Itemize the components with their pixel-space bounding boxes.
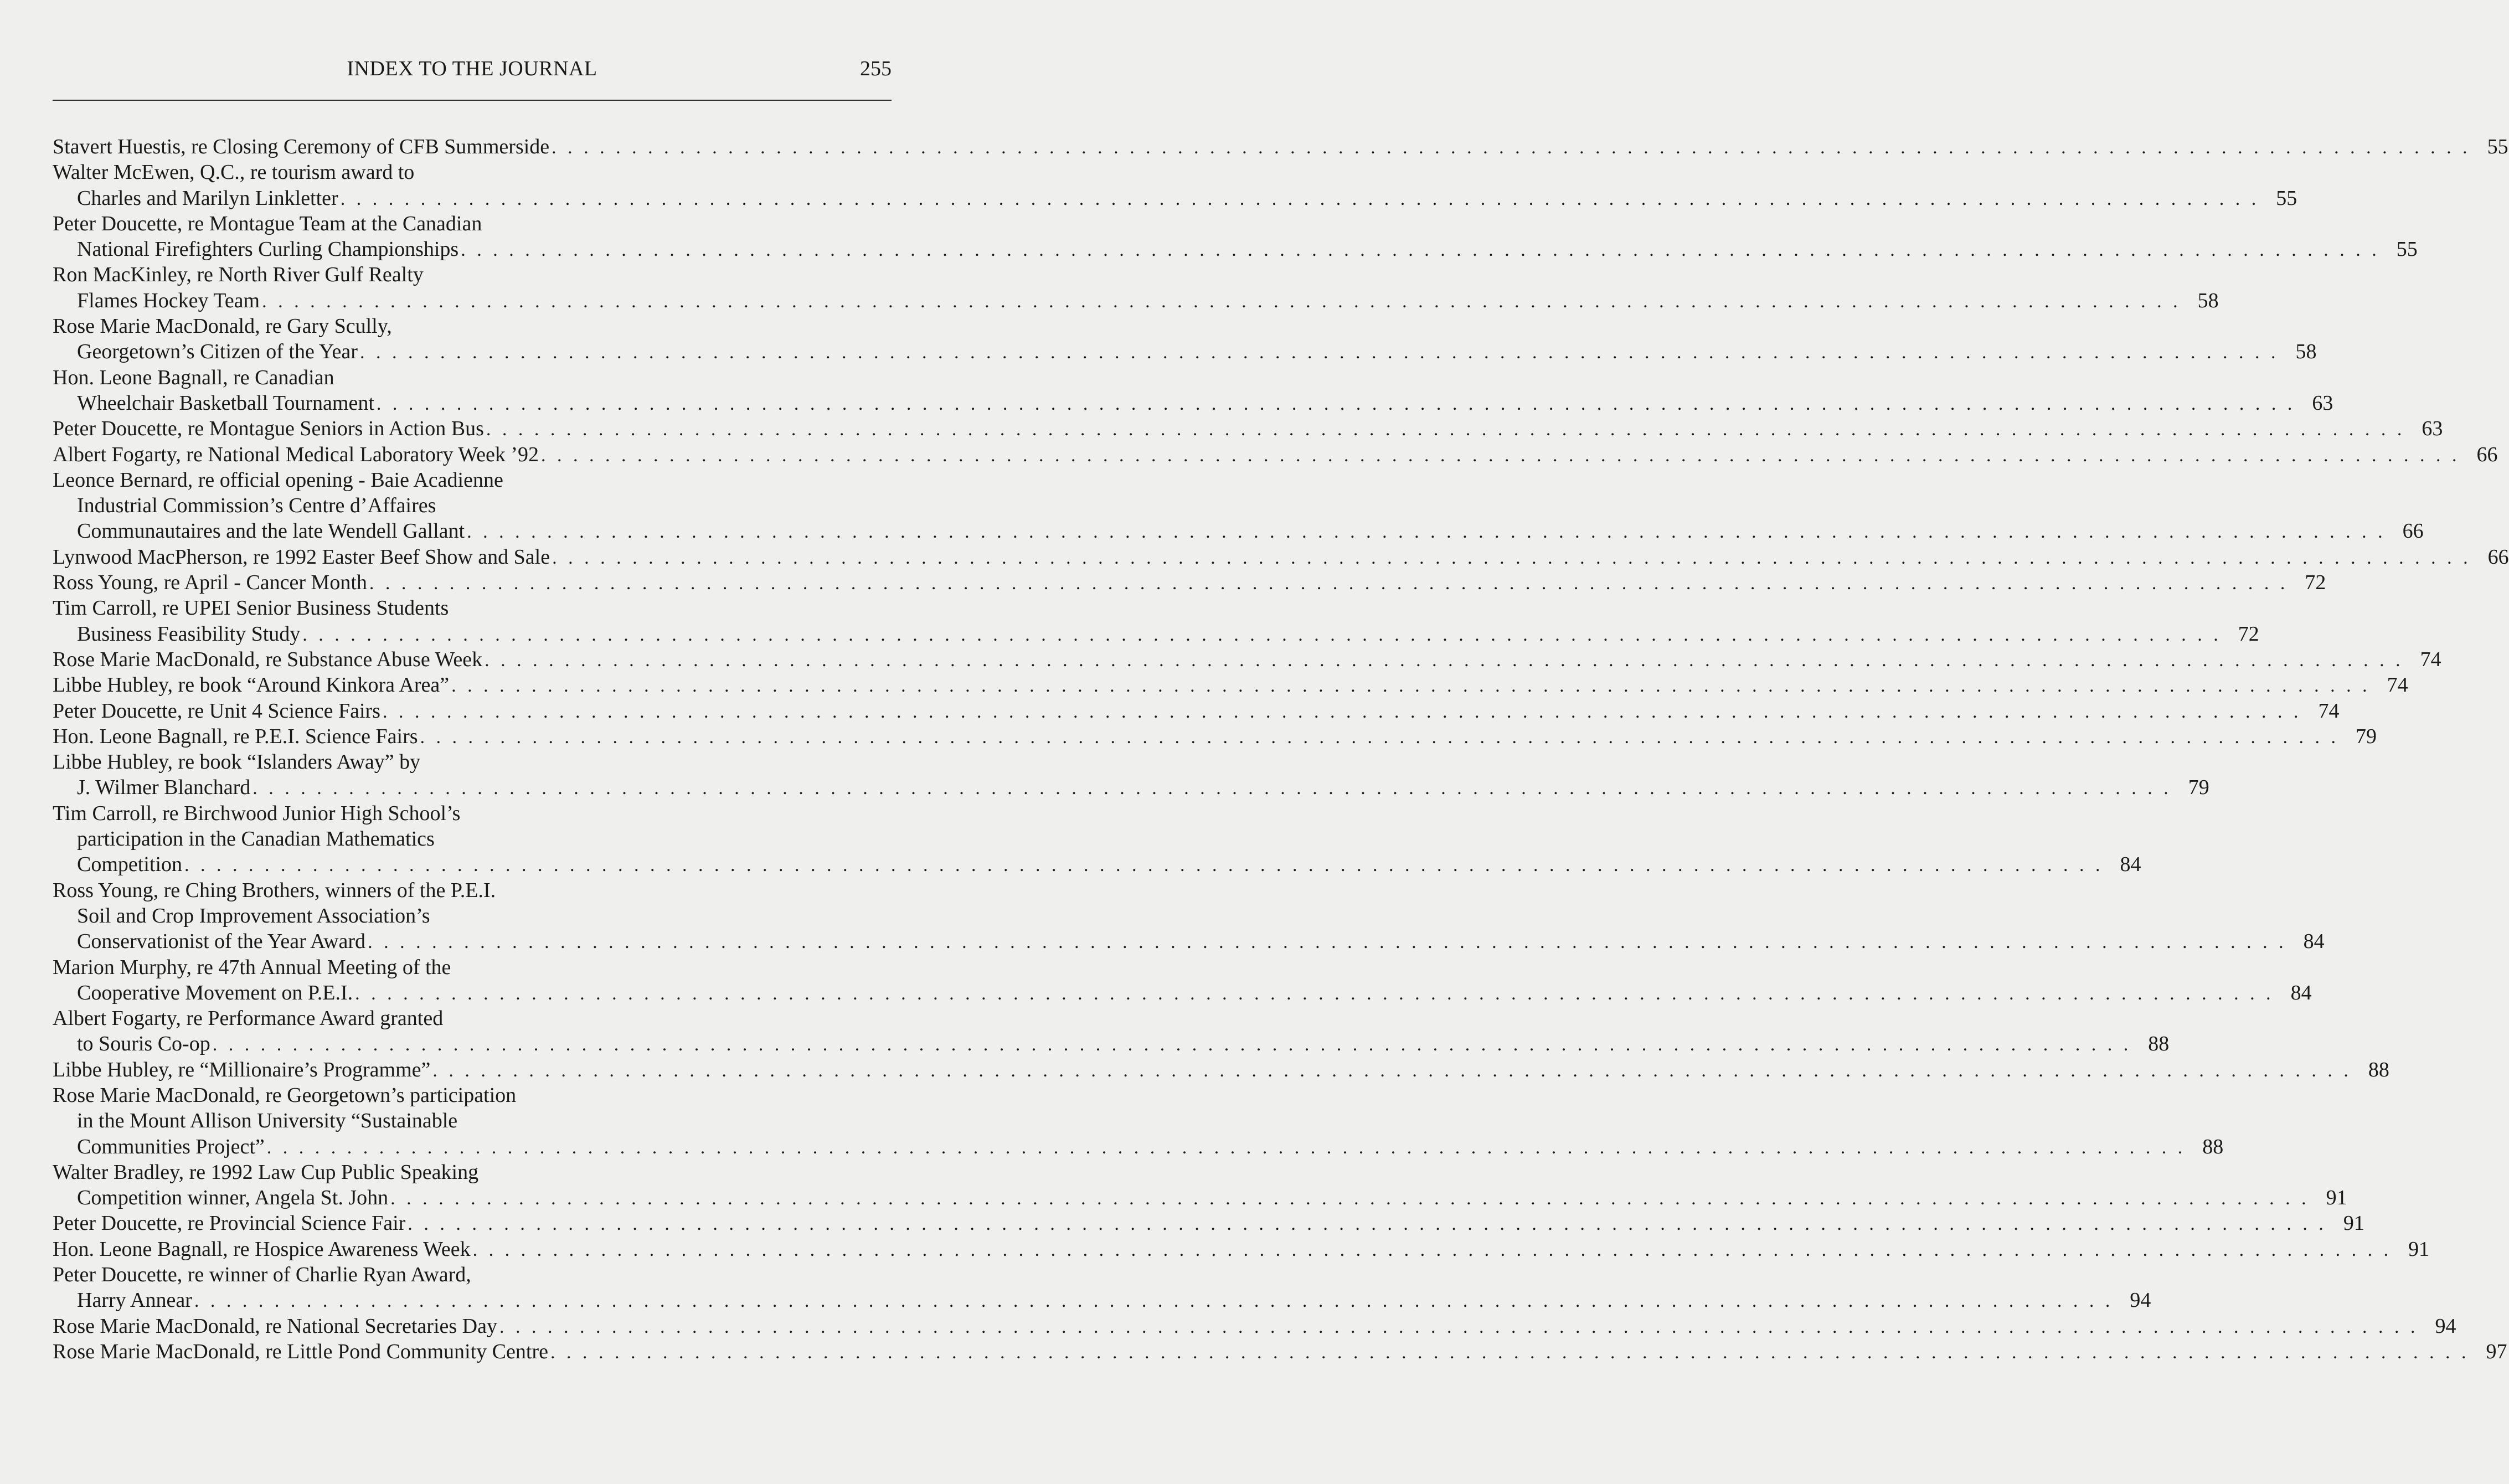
entry-page-number: 91 <box>2326 1186 2347 1210</box>
entry-text: Business Feasibility Study <box>77 622 301 646</box>
entry-first-line <box>53 159 892 185</box>
index-entry <box>53 672 2408 698</box>
entry-first-line <box>53 313 892 339</box>
entry-page-number: 66 <box>2487 545 2509 569</box>
dot-leader: . . . . . . . . . . . . . . . . . . . . . . . . . . . . . . . . . . . . . . . . . . . . . . . . . . . . . . . . . . . . . . . . . . . . . . . . . . . . . . . . . . . . . . . . . . . . . . . . . . . . . . . . . . . . . . . . . . . . . . . . <box>451 676 2371 697</box>
entry-text: Conservationist of the Year Award <box>77 930 366 954</box>
entry-text: to Souris Co-op <box>77 1032 210 1056</box>
entry-page-number: 72 <box>2305 571 2326 595</box>
entry-continuation-line <box>53 288 2219 313</box>
entry-continuation-line <box>53 236 2418 262</box>
entry-text: Tim Carroll, re Birchwood Junior High School’s <box>53 801 461 825</box>
index-entry <box>53 1262 2151 1313</box>
dot-leader: . . . . . . . . . . . . . . . . . . . . . . . . . . . . . . . . . . . . . . . . . . . . . . . . . . . . . . . . . . . . . . . . . . . . . . . . . . . . . . . . . . . . . . . . . . . . . . . . . . . . . . . . . . . . . . . . . . . . . . . . <box>194 1291 2114 1312</box>
index-entry <box>53 595 2259 647</box>
entry-continuation-line <box>53 929 2325 954</box>
entry-first-line <box>53 955 892 980</box>
entry-continuation-line <box>53 390 2333 416</box>
entry-text: Harry Annear <box>77 1289 192 1312</box>
index-entry <box>53 1339 2507 1364</box>
entry-text: Communities Project” <box>77 1135 265 1158</box>
entry-first-line <box>53 442 2498 467</box>
index-entry <box>53 1210 2364 1236</box>
entry-text: Cooperative Movement on P.E.I. <box>77 981 353 1004</box>
entry-page-number: 79 <box>2356 724 2377 748</box>
header-rule <box>53 100 892 101</box>
entry-continuation-line <box>53 493 892 518</box>
dot-leader: . . . . . . . . . . . . . . . . . . . . . . . . . . . . . . . . . . . . . . . . . . . . . . . . . . . . . . . . . . . . . . . . . . . . . . . . . . . . . . . . . . . . . . . . . . . . . . . . . . . . . . . . . . . . . . . . . . . . . . . . <box>369 573 2289 594</box>
entry-text: Georgetown’s Citizen of the Year <box>77 340 358 364</box>
index-entry <box>53 570 2326 595</box>
index-entry <box>53 159 2297 211</box>
index-entry <box>53 1057 2389 1083</box>
entry-first-line <box>53 878 892 903</box>
page-number: 255 <box>860 57 892 80</box>
index-entry <box>53 1236 2430 1262</box>
entry-text: Peter Doucette, re winner of Charlie Ryan Award, <box>53 1263 471 1287</box>
index-entry <box>53 442 2498 467</box>
index-entry <box>53 749 2209 801</box>
index-entry <box>53 365 2333 416</box>
entry-continuation-line <box>53 903 892 929</box>
entry-page-number: 55 <box>2276 186 2297 210</box>
index-entry <box>53 467 2424 544</box>
entry-continuation-line <box>53 1031 2170 1057</box>
entry-first-line <box>53 595 892 621</box>
entry-page-number: 88 <box>2202 1135 2224 1158</box>
entry-first-line <box>53 749 892 775</box>
entry-text: participation in the Canadian Mathematics <box>77 827 435 851</box>
entry-continuation-line <box>53 1185 2347 1210</box>
entry-page-number: 58 <box>2197 288 2219 312</box>
entry-text: Peter Doucette, re Montague Seniors in Action Bus <box>53 417 484 441</box>
entry-page-number: 84 <box>2290 981 2312 1004</box>
index-entry <box>53 698 2340 724</box>
entry-text: Marion Murphy, re 47th Annual Meeting of the <box>53 955 451 979</box>
entry-first-line <box>53 698 2340 724</box>
entry-text: Walter McEwen, Q.C., re tourism award to <box>53 161 415 184</box>
entry-page-number: 66 <box>2402 519 2424 543</box>
index-entry <box>53 262 2219 313</box>
dot-leader: . . . . . . . . . . . . . . . . . . . . . . . . . . . . . . . . . . . . . . . . . . . . . . . . . . . . . . . . . . . . . . . . . . . . . . . . . . . . . . . . . . . . . . . . . . . . . . . . . . . . . . . . . . . . . . . . . . . . . . . . <box>359 342 2279 363</box>
entry-text: Rose Marie MacDonald, re Substance Abuse Week <box>53 647 483 671</box>
index-entry <box>53 955 2312 1006</box>
entry-text: Walter Bradley, re 1992 Law Cup Public Speaking <box>53 1160 479 1184</box>
page-title: INDEX TO THE JOURNAL <box>347 57 597 80</box>
dot-leader: . . . . . . . . . . . . . . . . . . . . . . . . . . . . . . . . . . . . . . . . . . . . . . . . . . . . . . . . . . . . . . . . . . . . . . . . . . . . . . . . . . . . . . . . . . . . . . . . . . . . . . . . . . . . . . . . . . . . . . . . <box>390 1188 2310 1209</box>
dot-leader: . . . . . . . . . . . . . . . . . . . . . . . . . . . . . . . . . . . . . . . . . . . . . . . . . . . . . . . . . . . . . . . . . . . . . . . . . . . . . . . . . . . . . . . . . . . . . . . . . . . . . . . . . . . . . . . . . . . . . . . . <box>461 240 2380 261</box>
entry-text: Albert Fogarty, re National Medical Laboratory Week ’92 <box>53 442 539 466</box>
entry-text: Peter Doucette, re Provincial Science Fair <box>53 1212 406 1235</box>
entry-first-line <box>53 724 2377 749</box>
entry-text: Libbe Hubley, re “Millionaire’s Programme” <box>53 1058 431 1081</box>
dot-leader: . . . . . . . . . . . . . . . . . . . . . . . . . . . . . . . . . . . . . . . . . . . . . . . . . . . . . . . . . . . . . . . . . . . . . . . . . . . . . . . . . . . . . . . . . . . . . . . . . . . . . . . . . . . . . . . . . . . . . . . . <box>184 855 2104 876</box>
dot-leader: . . . . . . . . . . . . . . . . . . . . . . . . . . . . . . . . . . . . . . . . . . . . . . . . . . . . . . . . . . . . . . . . . . . . . . . . . . . . . . . . . . . . . . . . . . . . . . . . . . . . . . . . . . . . . . . . . . . . . . . . <box>467 522 2386 543</box>
entry-first-line <box>53 365 892 390</box>
entry-text: Hon. Leone Bagnall, re Canadian <box>53 365 334 389</box>
entry-continuation-line <box>53 826 892 852</box>
entry-continuation-line <box>53 518 2424 544</box>
entry-page-number: 84 <box>2303 930 2325 954</box>
entry-continuation-line <box>53 1287 2151 1313</box>
dot-leader: . . . . . . . . . . . . . . . . . . . . . . . . . . . . . . . . . . . . . . . . . . . . . . . . . . . . . . . . . . . . . . . . . . . . . . . . . . . . . . . . . . . . . . . . . . . . . . . . . . . . . . . . . . . . . . . . . . . . . . . . <box>382 701 2302 722</box>
entry-text: Ron MacKinley, re North River Gulf Realty <box>53 263 424 287</box>
index-entry <box>53 1083 2224 1160</box>
dot-leader: . . . . . . . . . . . . . . . . . . . . . . . . . . . . . . . . . . . . . . . . . . . . . . . . . . . . . . . . . . . . . . . . . . . . . . . . . . . . . . . . . . . . . . . . . . . . . . . . . . . . . . . . . . . . . . . . . . . . . . . . <box>355 983 2274 1004</box>
dot-leader: . . . . . . . . . . . . . . . . . . . . . . . . . . . . . . . . . . . . . . . . . . . . . . . . . . . . . . . . . . . . . . . . . . . . . . . . . . . . . . . . . . . . . . . . . . . . . . . . . . . . . . . . . . . . . . . . . . . . . . . . <box>550 1342 2470 1363</box>
entry-first-line <box>53 570 2326 595</box>
dot-leader: . . . . . . . . . . . . . . . . . . . . . . . . . . . . . . . . . . . . . . . . . . . . . . . . . . . . . . . . . . . . . . . . . . . . . . . . . . . . . . . . . . . . . . . . . . . . . . . . . . . . . . . . . . . . . . . . . . . . . . . . <box>212 1034 2132 1055</box>
entry-text: Competition winner, Angela St. John <box>77 1186 389 1210</box>
entry-first-line <box>53 1083 892 1108</box>
index-entry <box>53 1313 2456 1339</box>
dot-leader: . . . . . . . . . . . . . . . . . . . . . . . . . . . . . . . . . . . . . . . . . . . . . . . . . . . . . . . . . . . . . . . . . . . . . . . . . . . . . . . . . . . . . . . . . . . . . . . . . . . . . . . . . . . . . . . . . . . . . . . . <box>552 137 2471 158</box>
entry-text: Charles and Marilyn Linkletter <box>77 186 338 210</box>
index-entry <box>53 878 2325 955</box>
index-entry <box>53 1160 2347 1211</box>
entry-text: Competition <box>77 853 182 877</box>
entry-first-line <box>53 1210 2364 1236</box>
entry-continuation-line <box>53 852 2141 877</box>
dot-leader: . . . . . . . . . . . . . . . . . . . . . . . . . . . . . . . . . . . . . . . . . . . . . . . . . . . . . . . . . . . . . . . . . . . . . . . . . . . . . . . . . . . . . . . . . . . . . . . . . . . . . . . . . . . . . . . . . . . . . . . . <box>262 291 2181 312</box>
dot-leader: . . . . . . . . . . . . . . . . . . . . . . . . . . . . . . . . . . . . . . . . . . . . . . . . . . . . . . . . . . . . . . . . . . . . . . . . . . . . . . . . . . . . . . . . . . . . . . . . . . . . . . . . . . . . . . . . . . . . . . . . <box>340 188 2260 209</box>
entry-text: Libbe Hubley, re book “Around Kinkora Area” <box>53 673 450 697</box>
entry-page-number: 55 <box>2396 238 2418 261</box>
entry-first-line <box>53 672 2408 698</box>
index-entry <box>53 544 2509 570</box>
entry-continuation-line <box>53 339 2317 364</box>
entry-continuation-line <box>53 621 2259 647</box>
dot-leader: . . . . . . . . . . . . . . . . . . . . . . . . . . . . . . . . . . . . . . . . . . . . . . . . . . . . . . . . . . . . . . . . . . . . . . . . . . . . . . . . . . . . . . . . . . . . . . . . . . . . . . . . . . . . . . . . . . . . . . . . <box>376 393 2296 414</box>
entry-page-number: 74 <box>2318 699 2340 723</box>
index-entry <box>53 801 2141 878</box>
entry-first-line <box>53 1160 892 1185</box>
entry-page-number: 91 <box>2408 1237 2430 1261</box>
index-entry <box>53 134 2508 159</box>
index-entry <box>53 724 2377 749</box>
entry-text: Flames Hockey Team <box>77 288 260 312</box>
entry-text: Leonce Bernard, re official opening - Baie Acadienne <box>53 468 503 492</box>
index-entry <box>53 647 2441 672</box>
index-entries <box>53 134 2509 1364</box>
entry-text: Libbe Hubley, re book “Islanders Away” by <box>53 750 421 774</box>
entry-text: Rose Marie MacDonald, re National Secretaries Day <box>53 1314 497 1338</box>
entry-text: Rose Marie MacDonald, re Georgetown’s participation <box>53 1083 517 1107</box>
entry-text: Albert Fogarty, re Performance Award granted <box>53 1007 444 1030</box>
entry-text: Lynwood MacPherson, re 1992 Easter Beef Show and Sale <box>53 545 550 569</box>
entry-first-line <box>53 1313 2456 1339</box>
entry-first-line <box>53 647 2441 672</box>
entry-first-line <box>53 467 892 493</box>
dot-leader: . . . . . . . . . . . . . . . . . . . . . . . . . . . . . . . . . . . . . . . . . . . . . . . . . . . . . . . . . . . . . . . . . . . . . . . . . . . . . . . . . . . . . . . . . . . . . . . . . . . . . . . . . . . . . . . . . . . . . . . . <box>302 624 2222 645</box>
dot-leader: . . . . . . . . . . . . . . . . . . . . . . . . . . . . . . . . . . . . . . . . . . . . . . . . . . . . . . . . . . . . . . . . . . . . . . . . . . . . . . . . . . . . . . . . . . . . . . . . . . . . . . . . . . . . . . . . . . . . . . . . <box>368 932 2287 953</box>
entry-text: Rose Marie MacDonald, re Gary Scully, <box>53 315 392 338</box>
entry-continuation-line <box>53 980 2312 1006</box>
entry-continuation-line <box>53 1108 892 1133</box>
page-header <box>53 56 892 90</box>
entry-page-number: 55 <box>2487 135 2508 158</box>
dot-leader: . . . . . . . . . . . . . . . . . . . . . . . . . . . . . . . . . . . . . . . . . . . . . . . . . . . . . . . . . . . . . . . . . . . . . . . . . . . . . . . . . . . . . . . . . . . . . . . . . . . . . . . . . . . . . . . . . . . . . . . . <box>432 1060 2352 1081</box>
entry-continuation-line <box>53 775 2209 800</box>
entry-text: J. Wilmer Blanchard <box>77 776 251 800</box>
entry-continuation-line <box>53 1134 2224 1160</box>
entry-page-number: 91 <box>2343 1212 2364 1235</box>
entry-page-number: 66 <box>2476 442 2498 466</box>
entry-page-number: 94 <box>2130 1289 2151 1312</box>
dot-leader: . . . . . . . . . . . . . . . . . . . . . . . . . . . . . . . . . . . . . . . . . . . . . . . . . . . . . . . . . . . . . . . . . . . . . . . . . . . . . . . . . . . . . . . . . . . . . . . . . . . . . . . . . . . . . . . . . . . . . . . . <box>541 445 2460 466</box>
entry-text: Wheelchair Basketball Tournament <box>77 391 374 415</box>
entry-first-line <box>53 1339 2507 1364</box>
entry-text: Peter Doucette, re Montague Team at the Canadian <box>53 212 482 235</box>
entry-page-number: 79 <box>2188 776 2209 800</box>
entry-page-number: 72 <box>2238 622 2259 646</box>
entry-text: National Firefighters Curling Championships <box>77 238 459 261</box>
entry-page-number: 74 <box>2387 673 2408 697</box>
entry-first-line <box>53 416 2443 441</box>
entry-text: Communautaires and the late Wendell Gallant <box>77 519 465 543</box>
entry-page-number: 63 <box>2422 417 2443 441</box>
entry-page-number: 97 <box>2486 1339 2507 1363</box>
dot-leader: . . . . . . . . . . . . . . . . . . . . . . . . . . . . . . . . . . . . . . . . . . . . . . . . . . . . . . . . . . . . . . . . . . . . . . . . . . . . . . . . . . . . . . . . . . . . . . . . . . . . . . . . . . . . . . . . . . . . . . . . <box>472 1239 2392 1260</box>
entry-text: Rose Marie MacDonald, re Little Pond Community Centre <box>53 1339 548 1363</box>
dot-leader: . . . . . . . . . . . . . . . . . . . . . . . . . . . . . . . . . . . . . . . . . . . . . . . . . . . . . . . . . . . . . . . . . . . . . . . . . . . . . . . . . . . . . . . . . . . . . . . . . . . . . . . . . . . . . . . . . . . . . . . . <box>499 1316 2419 1337</box>
index-entry <box>53 416 2443 441</box>
entry-text: Hon. Leone Bagnall, re P.E.I. Science Fairs <box>53 724 418 748</box>
entry-continuation-line <box>53 186 2297 211</box>
entry-page-number: 63 <box>2312 391 2333 415</box>
entry-text: Ross Young, re Ching Brothers, winners of the P.E.I. <box>53 878 496 902</box>
dot-leader: . . . . . . . . . . . . . . . . . . . . . . . . . . . . . . . . . . . . . . . . . . . . . . . . . . . . . . . . . . . . . . . . . . . . . . . . . . . . . . . . . . . . . . . . . . . . . . . . . . . . . . . . . . . . . . . . . . . . . . . . <box>420 726 2340 748</box>
entry-first-line <box>53 1236 2430 1262</box>
entry-page-number: 88 <box>2368 1058 2389 1081</box>
entry-text: Hon. Leone Bagnall, re Hospice Awareness Week <box>53 1237 471 1261</box>
index-entry <box>53 313 2317 365</box>
entry-text: Ross Young, re April - Cancer Month <box>53 571 367 595</box>
entry-page-number: 58 <box>2295 340 2317 364</box>
entry-first-line <box>53 544 2509 570</box>
dot-leader: . . . . . . . . . . . . . . . . . . . . . . . . . . . . . . . . . . . . . . . . . . . . . . . . . . . . . . . . . . . . . . . . . . . . . . . . . . . . . . . . . . . . . . . . . . . . . . . . . . . . . . . . . . . . . . . . . . . . . . . . <box>266 1137 2186 1158</box>
entry-first-line <box>53 211 892 236</box>
entry-text: Tim Carroll, re UPEI Senior Business Students <box>53 596 449 620</box>
dot-leader: . . . . . . . . . . . . . . . . . . . . . . . . . . . . . . . . . . . . . . . . . . . . . . . . . . . . . . . . . . . . . . . . . . . . . . . . . . . . . . . . . . . . . . . . . . . . . . . . . . . . . . . . . . . . . . . . . . . . . . . . <box>486 419 2405 440</box>
entry-first-line <box>53 1262 892 1287</box>
entry-page-number: 74 <box>2420 647 2441 671</box>
entry-first-line <box>53 801 892 826</box>
entry-page-number: 84 <box>2120 853 2141 877</box>
dot-leader: . . . . . . . . . . . . . . . . . . . . . . . . . . . . . . . . . . . . . . . . . . . . . . . . . . . . . . . . . . . . . . . . . . . . . . . . . . . . . . . . . . . . . . . . . . . . . . . . . . . . . . . . . . . . . . . . . . . . . . . . <box>253 778 2172 799</box>
entry-text: Industrial Commission’s Centre d’Affaires <box>77 494 436 518</box>
entry-text: Stavert Huestis, re Closing Ceremony of CFB Summerside <box>53 135 550 158</box>
entry-text: in the Mount Allison University “Sustainable <box>77 1109 458 1133</box>
entry-page-number: 88 <box>2148 1032 2170 1056</box>
dot-leader: . . . . . . . . . . . . . . . . . . . . . . . . . . . . . . . . . . . . . . . . . . . . . . . . . . . . . . . . . . . . . . . . . . . . . . . . . . . . . . . . . . . . . . . . . . . . . . . . . . . . . . . . . . . . . . . . . . . . . . . . <box>552 547 2471 568</box>
entry-page-number: 94 <box>2435 1314 2456 1338</box>
entry-first-line <box>53 262 892 287</box>
entry-first-line <box>53 1006 892 1031</box>
entry-first-line <box>53 134 2508 159</box>
index-entry <box>53 211 2418 262</box>
entry-text: Soil and Crop Improvement Association’s <box>77 904 430 928</box>
dot-leader: . . . . . . . . . . . . . . . . . . . . . . . . . . . . . . . . . . . . . . . . . . . . . . . . . . . . . . . . . . . . . . . . . . . . . . . . . . . . . . . . . . . . . . . . . . . . . . . . . . . . . . . . . . . . . . . . . . . . . . . . <box>485 650 2404 671</box>
entry-first-line <box>53 1057 2389 1083</box>
index-entry <box>53 1006 2170 1057</box>
entry-text: Peter Doucette, re Unit 4 Science Fairs <box>53 699 380 723</box>
dot-leader: . . . . . . . . . . . . . . . . . . . . . . . . . . . . . . . . . . . . . . . . . . . . . . . . . . . . . . . . . . . . . . . . . . . . . . . . . . . . . . . . . . . . . . . . . . . . . . . . . . . . . . . . . . . . . . . . . . . . . . . . <box>408 1214 2327 1235</box>
